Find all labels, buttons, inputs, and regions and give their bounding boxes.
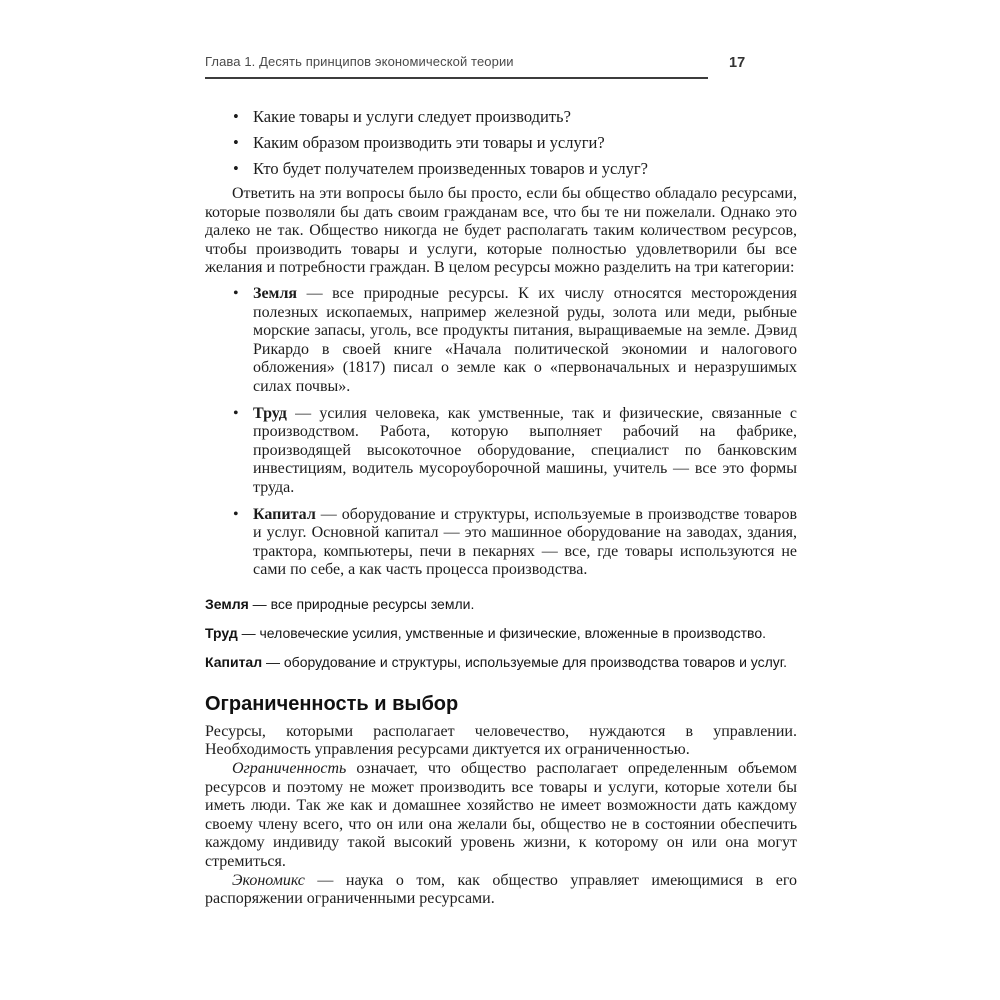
- bullet-icon: •: [233, 404, 239, 422]
- paragraph-text: означает, что общество располагает определенным объемом ресурсов и поэтому не может производить все товары и услуги, которые хотели бы иметь люди. Так же как и домашнее хозяйство не имеет возможности дать каждому своему члену всего, что он или она желали бы, общество не в состоянии обеспечить каждому индивиду такой высокий уровень жизни, к которому он или она могут стремиться.: [205, 760, 797, 871]
- definition-capital: [205, 653, 797, 672]
- resource-term: Земля: [253, 284, 298, 302]
- question-item: [205, 104, 797, 130]
- glossary-definitions: [205, 595, 797, 672]
- section-paragraph: [205, 760, 797, 872]
- bullet-icon: •: [233, 107, 239, 126]
- resource-term: Капитал: [253, 505, 316, 523]
- definition-text: — все природные ресурсы земли.: [248, 595, 475, 612]
- resource-text: — усилия человека, как умственные, так и физические, связанные с производством. Работа, которую выполняет рабочий на фабрике, производящей высокоточное оборудование, специалист по банковским инвестициям, водитель мусороуборочной машины, учитель — все это формы труда.: [253, 404, 797, 496]
- resource-item-land: [205, 285, 797, 397]
- page-number: 17: [729, 55, 746, 71]
- running-header: [205, 0, 797, 79]
- bullet-icon: •: [233, 284, 239, 302]
- resource-item-labor: [205, 405, 797, 498]
- paragraph-lead-term: Экономикс: [232, 871, 305, 889]
- question-text: Каким образом производить эти товары и услуги?: [253, 133, 605, 152]
- section-heading: Ограниченность и выбор: [205, 692, 459, 715]
- question-item: [205, 156, 797, 182]
- section-paragraph: [205, 872, 797, 909]
- bullet-icon: •: [233, 505, 239, 523]
- intro-paragraph: Ответить на эти вопросы было бы просто, если бы общество обладало ресурсами, которые позволяли бы дать своим гражданам все, что бы те ни пожелали. Однако это далеко не так. Общество никогда не будет располагать таким количеством ресурсов, чтобы производить товары и услуги, которые полностью удовлетворили бы все желания и потребности граждан. В целом ресурсы можно разделить на три категории:: [205, 185, 797, 277]
- section-paragraph: [205, 723, 797, 760]
- resource-text: — все природные ресурсы. К их числу относятся месторождения полезных ископаемых, например железной руды, золота или меди, рыбные морские запасы, уголь, все продукты питания, выращиваемые на земле. Дэвид Рикардо в своей книге «Начала политической экономии и налогового обложения» (1817) писал о земле как о «первоначальных и неразрушимых силах почвы».: [253, 284, 797, 395]
- paragraph-text: Ресурсы, которыми располагает человечество, нуждаются в управлении. Необходимость управления ресурсами диктуется их ограниченностью.: [205, 722, 797, 759]
- question-item: [205, 130, 797, 156]
- text-column: [205, 0, 797, 909]
- question-text: Какие товары и услуги следует производить?: [253, 107, 571, 126]
- bullet-icon: •: [233, 133, 239, 152]
- definition-land: [205, 595, 797, 614]
- definition-term: Земля: [205, 595, 249, 612]
- resource-text: — оборудование и структуры, используемые в производстве товаров и услуг. Основной капитал — это машинное оборудование на заводах, здания, трактора, компьютеры, печи в пекарнях — все, где товары используются не сами по себе, а как часть процесса производства.: [253, 505, 797, 579]
- definition-labor: [205, 624, 797, 643]
- definition-term: Труд: [205, 624, 238, 641]
- questions-list: [205, 104, 797, 182]
- definition-term: Капитал: [205, 653, 263, 670]
- chapter-title: Глава 1. Десять принципов экономической теории: [205, 54, 514, 69]
- definition-text: — оборудование и структуры, используемые для производства товаров и услуг.: [262, 653, 788, 670]
- definition-text: — человеческие усилия, умственные и физические, вложенные в производство.: [237, 624, 767, 641]
- question-text: Кто будет получателем произведенных товаров и услуг?: [253, 159, 648, 178]
- bullet-icon: •: [233, 159, 239, 178]
- paragraph-lead-term: Ограниченность: [232, 760, 347, 778]
- resources-list: [205, 285, 797, 580]
- resource-item-capital: [205, 506, 797, 580]
- header-rule: [205, 53, 708, 79]
- paragraph-text: — наука о том, как общество управляет имеющимися в его распоряжении ограниченными ресурсами.: [205, 871, 797, 908]
- resource-term: Труд: [253, 404, 287, 422]
